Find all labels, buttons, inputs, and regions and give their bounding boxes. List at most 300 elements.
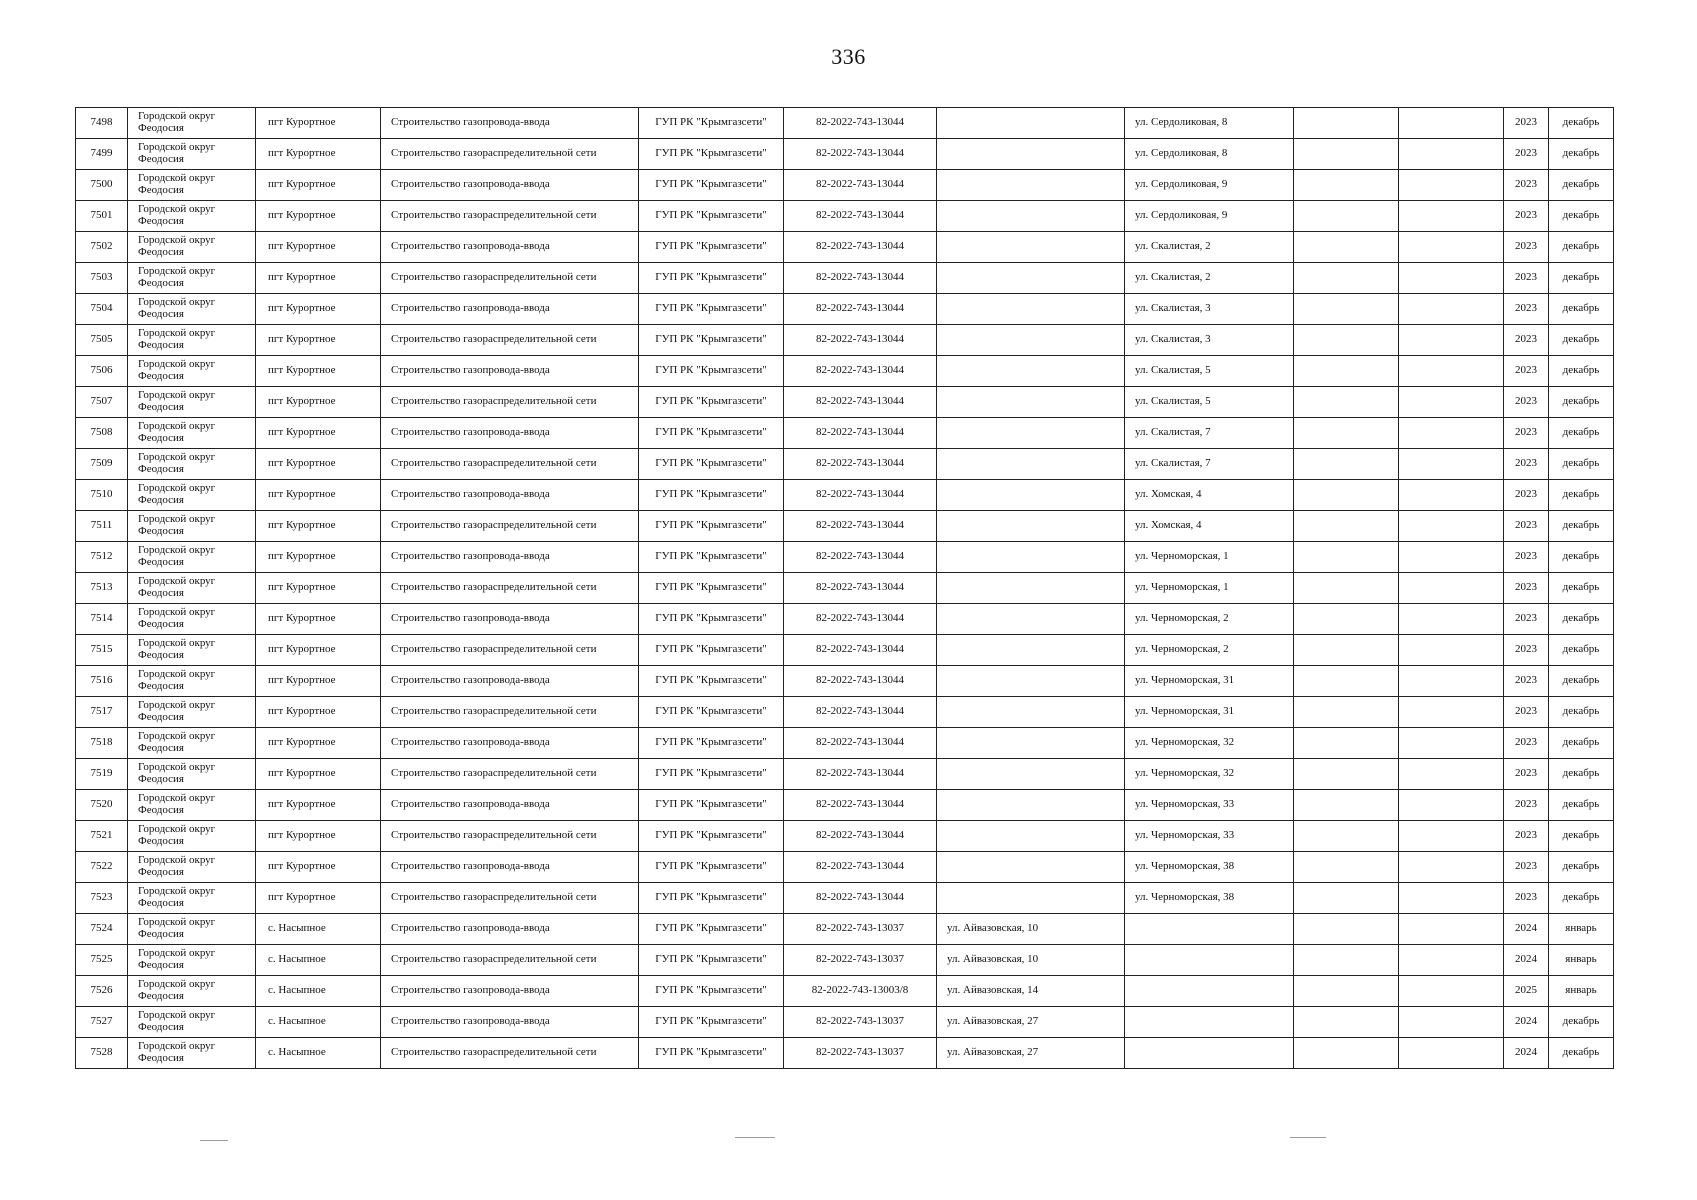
year-cell: 2023 [1504, 604, 1549, 635]
district-cell: Городской округ Феодосия [128, 821, 256, 852]
year-cell: 2023 [1504, 821, 1549, 852]
row-number-cell: 7499 [76, 139, 128, 170]
empty-cell [1294, 1038, 1399, 1069]
row-number-cell: 7510 [76, 480, 128, 511]
work-type-cell: Строительство газопровода-ввода [381, 294, 639, 325]
empty-cell [1294, 790, 1399, 821]
organization-cell: ГУП РК "Крымгазсети" [639, 697, 784, 728]
year-cell: 2023 [1504, 449, 1549, 480]
street-address-cell: ул. Скалистая, 2 [1125, 263, 1294, 294]
organization-cell: ГУП РК "Крымгазсети" [639, 294, 784, 325]
street-address-cell: ул. Черноморская, 31 [1125, 697, 1294, 728]
district-cell: Городской округ Феодосия [128, 697, 256, 728]
table-row [76, 387, 1614, 418]
month-cell: декабрь [1549, 325, 1614, 356]
empty-cell [1399, 697, 1504, 728]
street-address-cell: ул. Хомская, 4 [1125, 511, 1294, 542]
street-address-cell: ул. Черноморская, 2 [1125, 635, 1294, 666]
address-cell [937, 201, 1125, 232]
permit-number-cell: 82-2022-743-13037 [784, 945, 937, 976]
street-address-cell: ул. Скалистая, 2 [1125, 232, 1294, 263]
organization-cell: ГУП РК "Крымгазсети" [639, 759, 784, 790]
organization-cell: ГУП РК "Крымгазсети" [639, 325, 784, 356]
district-cell: Городской округ Феодосия [128, 976, 256, 1007]
year-cell: 2023 [1504, 759, 1549, 790]
year-cell: 2023 [1504, 356, 1549, 387]
permit-number-cell: 82-2022-743-13044 [784, 883, 937, 914]
table-row [76, 480, 1614, 511]
empty-cell [1294, 821, 1399, 852]
empty-cell [1294, 480, 1399, 511]
empty-cell [1294, 728, 1399, 759]
row-number-cell: 7519 [76, 759, 128, 790]
permit-number-cell: 82-2022-743-13044 [784, 480, 937, 511]
permit-number-cell: 82-2022-743-13037 [784, 1038, 937, 1069]
month-cell: декабрь [1549, 790, 1614, 821]
empty-cell [1294, 573, 1399, 604]
organization-cell: ГУП РК "Крымгазсети" [639, 573, 784, 604]
row-number-cell: 7505 [76, 325, 128, 356]
street-address-cell: ул. Скалистая, 7 [1125, 418, 1294, 449]
empty-cell [1294, 294, 1399, 325]
work-type-cell: Строительство газопровода-ввода [381, 542, 639, 573]
district-cell: Городской округ Феодосия [128, 170, 256, 201]
empty-cell [1399, 604, 1504, 635]
district-cell: Городской округ Феодосия [128, 387, 256, 418]
work-type-cell: Строительство газораспределительной сети [381, 449, 639, 480]
work-type-cell: Строительство газопровода-ввода [381, 914, 639, 945]
address-cell [937, 108, 1125, 139]
organization-cell: ГУП РК "Крымгазсети" [639, 263, 784, 294]
table-row [76, 1007, 1614, 1038]
district-cell: Городской округ Феодосия [128, 914, 256, 945]
settlement-cell: пгт Курортное [256, 666, 381, 697]
settlement-cell: пгт Курортное [256, 728, 381, 759]
table-row [76, 852, 1614, 883]
empty-cell [1294, 635, 1399, 666]
permit-number-cell: 82-2022-743-13044 [784, 294, 937, 325]
month-cell: декабрь [1549, 170, 1614, 201]
street-address-cell [1125, 945, 1294, 976]
empty-cell [1399, 821, 1504, 852]
table-row [76, 263, 1614, 294]
year-cell: 2023 [1504, 139, 1549, 170]
row-number-cell: 7511 [76, 511, 128, 542]
month-cell: декабрь [1549, 294, 1614, 325]
organization-cell: ГУП РК "Крымгазсети" [639, 728, 784, 759]
empty-cell [1399, 356, 1504, 387]
month-cell: декабрь [1549, 666, 1614, 697]
work-type-cell: Строительство газопровода-ввода [381, 1007, 639, 1038]
month-cell: январь [1549, 945, 1614, 976]
work-type-cell: Строительство газопровода-ввода [381, 418, 639, 449]
street-address-cell: ул. Хомская, 4 [1125, 480, 1294, 511]
address-cell [937, 139, 1125, 170]
year-cell: 2023 [1504, 790, 1549, 821]
month-cell: январь [1549, 914, 1614, 945]
organization-cell: ГУП РК "Крымгазсети" [639, 511, 784, 542]
settlement-cell: пгт Курортное [256, 573, 381, 604]
permit-number-cell: 82-2022-743-13044 [784, 666, 937, 697]
address-cell [937, 325, 1125, 356]
empty-cell [1294, 325, 1399, 356]
empty-cell [1294, 511, 1399, 542]
work-type-cell: Строительство газораспределительной сети [381, 1038, 639, 1069]
month-cell: январь [1549, 976, 1614, 1007]
empty-cell [1399, 728, 1504, 759]
year-cell: 2023 [1504, 108, 1549, 139]
settlement-cell: пгт Курортное [256, 294, 381, 325]
empty-cell [1399, 170, 1504, 201]
address-cell [937, 480, 1125, 511]
year-cell: 2023 [1504, 883, 1549, 914]
empty-cell [1399, 511, 1504, 542]
row-number-cell: 7512 [76, 542, 128, 573]
month-cell: декабрь [1549, 728, 1614, 759]
street-address-cell: ул. Скалистая, 5 [1125, 387, 1294, 418]
organization-cell: ГУП РК "Крымгазсети" [639, 108, 784, 139]
table-row [76, 759, 1614, 790]
street-address-cell [1125, 1007, 1294, 1038]
permit-number-cell: 82-2022-743-13044 [784, 201, 937, 232]
table-row [76, 139, 1614, 170]
district-cell: Городской округ Феодосия [128, 945, 256, 976]
settlement-cell: пгт Курортное [256, 604, 381, 635]
month-cell: декабрь [1549, 108, 1614, 139]
permit-number-cell: 82-2022-743-13044 [784, 232, 937, 263]
address-cell [937, 852, 1125, 883]
address-cell [937, 883, 1125, 914]
permit-number-cell: 82-2022-743-13044 [784, 511, 937, 542]
month-cell: декабрь [1549, 356, 1614, 387]
organization-cell: ГУП РК "Крымгазсети" [639, 914, 784, 945]
empty-cell [1294, 976, 1399, 1007]
district-cell: Городской округ Феодосия [128, 883, 256, 914]
permit-number-cell: 82-2022-743-13044 [784, 387, 937, 418]
table-row [76, 573, 1614, 604]
empty-cell [1294, 883, 1399, 914]
district-cell: Городской округ Феодосия [128, 294, 256, 325]
table-row [76, 821, 1614, 852]
month-cell: декабрь [1549, 263, 1614, 294]
organization-cell: ГУП РК "Крымгазсети" [639, 821, 784, 852]
year-cell: 2023 [1504, 232, 1549, 263]
organization-cell: ГУП РК "Крымгазсети" [639, 790, 784, 821]
work-type-cell: Строительство газораспределительной сети [381, 821, 639, 852]
row-number-cell: 7502 [76, 232, 128, 263]
row-number-cell: 7508 [76, 418, 128, 449]
table-row [76, 976, 1614, 1007]
row-number-cell: 7517 [76, 697, 128, 728]
work-type-cell: Строительство газораспределительной сети [381, 883, 639, 914]
address-cell [937, 728, 1125, 759]
street-address-cell: ул. Скалистая, 3 [1125, 325, 1294, 356]
work-type-cell: Строительство газопровода-ввода [381, 790, 639, 821]
work-type-cell: Строительство газопровода-ввода [381, 232, 639, 263]
year-cell: 2024 [1504, 1038, 1549, 1069]
permit-number-cell: 82-2022-743-13044 [784, 418, 937, 449]
street-address-cell: ул. Черноморская, 33 [1125, 790, 1294, 821]
empty-cell [1399, 573, 1504, 604]
permit-number-cell: 82-2022-743-13044 [784, 821, 937, 852]
empty-cell [1399, 139, 1504, 170]
month-cell: декабрь [1549, 480, 1614, 511]
row-number-cell: 7523 [76, 883, 128, 914]
row-number-cell: 7500 [76, 170, 128, 201]
row-number-cell: 7516 [76, 666, 128, 697]
empty-cell [1399, 232, 1504, 263]
settlement-cell: пгт Курортное [256, 759, 381, 790]
year-cell: 2023 [1504, 511, 1549, 542]
district-cell: Городской округ Феодосия [128, 790, 256, 821]
scan-artifact [200, 1140, 228, 1141]
row-number-cell: 7509 [76, 449, 128, 480]
year-cell: 2023 [1504, 697, 1549, 728]
table-row [76, 1038, 1614, 1069]
registry-table [75, 107, 1614, 1069]
month-cell: декабрь [1549, 1007, 1614, 1038]
settlement-cell: пгт Курортное [256, 449, 381, 480]
table-row [76, 945, 1614, 976]
work-type-cell: Строительство газопровода-ввода [381, 108, 639, 139]
row-number-cell: 7522 [76, 852, 128, 883]
table-row [76, 511, 1614, 542]
organization-cell: ГУП РК "Крымгазсети" [639, 139, 784, 170]
settlement-cell: пгт Курортное [256, 325, 381, 356]
scan-artifact [1290, 1137, 1326, 1138]
empty-cell [1399, 294, 1504, 325]
month-cell: декабрь [1549, 821, 1614, 852]
row-number-cell: 7498 [76, 108, 128, 139]
empty-cell [1399, 1007, 1504, 1038]
address-cell [937, 697, 1125, 728]
year-cell: 2023 [1504, 294, 1549, 325]
organization-cell: ГУП РК "Крымгазсети" [639, 945, 784, 976]
year-cell: 2023 [1504, 728, 1549, 759]
permit-number-cell: 82-2022-743-13044 [784, 604, 937, 635]
work-type-cell: Строительство газопровода-ввода [381, 480, 639, 511]
organization-cell: ГУП РК "Крымгазсети" [639, 635, 784, 666]
month-cell: декабрь [1549, 759, 1614, 790]
district-cell: Городской округ Феодосия [128, 356, 256, 387]
empty-cell [1399, 666, 1504, 697]
organization-cell: ГУП РК "Крымгазсети" [639, 604, 784, 635]
settlement-cell: пгт Курортное [256, 821, 381, 852]
row-number-cell: 7503 [76, 263, 128, 294]
settlement-cell: с. Насыпное [256, 1007, 381, 1038]
empty-cell [1399, 635, 1504, 666]
district-cell: Городской округ Феодосия [128, 604, 256, 635]
table-row [76, 449, 1614, 480]
empty-cell [1399, 914, 1504, 945]
settlement-cell: пгт Курортное [256, 170, 381, 201]
month-cell: декабрь [1549, 449, 1614, 480]
settlement-cell: пгт Курортное [256, 387, 381, 418]
address-cell [937, 790, 1125, 821]
empty-cell [1399, 263, 1504, 294]
street-address-cell: ул. Черноморская, 32 [1125, 759, 1294, 790]
district-cell: Городской округ Феодосия [128, 852, 256, 883]
empty-cell [1399, 976, 1504, 1007]
address-cell [937, 418, 1125, 449]
year-cell: 2023 [1504, 573, 1549, 604]
table-row [76, 418, 1614, 449]
district-cell: Городской округ Феодосия [128, 635, 256, 666]
empty-cell [1294, 232, 1399, 263]
empty-cell [1399, 325, 1504, 356]
year-cell: 2024 [1504, 1007, 1549, 1038]
address-cell [937, 170, 1125, 201]
organization-cell: ГУП РК "Крымгазсети" [639, 170, 784, 201]
row-number-cell: 7515 [76, 635, 128, 666]
settlement-cell: пгт Курортное [256, 201, 381, 232]
address-cell [937, 511, 1125, 542]
address-cell [937, 542, 1125, 573]
empty-cell [1399, 759, 1504, 790]
address-cell [937, 666, 1125, 697]
address-cell [937, 294, 1125, 325]
permit-number-cell: 82-2022-743-13044 [784, 170, 937, 201]
permit-number-cell: 82-2022-743-13044 [784, 635, 937, 666]
row-number-cell: 7527 [76, 1007, 128, 1038]
address-cell: ул. Айвазовская, 14 [937, 976, 1125, 1007]
row-number-cell: 7501 [76, 201, 128, 232]
address-cell [937, 387, 1125, 418]
street-address-cell: ул. Сердоликовая, 9 [1125, 201, 1294, 232]
district-cell: Городской округ Феодосия [128, 480, 256, 511]
month-cell: декабрь [1549, 883, 1614, 914]
address-cell [937, 573, 1125, 604]
organization-cell: ГУП РК "Крымгазсети" [639, 852, 784, 883]
permit-number-cell: 82-2022-743-13044 [784, 325, 937, 356]
permit-number-cell: 82-2022-743-13044 [784, 697, 937, 728]
row-number-cell: 7526 [76, 976, 128, 1007]
settlement-cell: пгт Курортное [256, 542, 381, 573]
permit-number-cell: 82-2022-743-13037 [784, 1007, 937, 1038]
empty-cell [1294, 666, 1399, 697]
street-address-cell: ул. Скалистая, 5 [1125, 356, 1294, 387]
street-address-cell: ул. Черноморская, 33 [1125, 821, 1294, 852]
empty-cell [1294, 697, 1399, 728]
work-type-cell: Строительство газораспределительной сети [381, 573, 639, 604]
street-address-cell: ул. Черноморская, 31 [1125, 666, 1294, 697]
settlement-cell: пгт Курортное [256, 139, 381, 170]
month-cell: декабрь [1549, 697, 1614, 728]
work-type-cell: Строительство газораспределительной сети [381, 139, 639, 170]
work-type-cell: Строительство газопровода-ввода [381, 356, 639, 387]
year-cell: 2023 [1504, 480, 1549, 511]
settlement-cell: с. Насыпное [256, 945, 381, 976]
table-row [76, 542, 1614, 573]
row-number-cell: 7521 [76, 821, 128, 852]
empty-cell [1399, 449, 1504, 480]
empty-cell [1399, 480, 1504, 511]
year-cell: 2023 [1504, 263, 1549, 294]
table-row [76, 914, 1614, 945]
work-type-cell: Строительство газораспределительной сети [381, 325, 639, 356]
table-body [76, 108, 1614, 1069]
settlement-cell: пгт Курортное [256, 883, 381, 914]
empty-cell [1294, 449, 1399, 480]
settlement-cell: пгт Курортное [256, 790, 381, 821]
month-cell: декабрь [1549, 573, 1614, 604]
row-number-cell: 7507 [76, 387, 128, 418]
organization-cell: ГУП РК "Крымгазсети" [639, 480, 784, 511]
row-number-cell: 7520 [76, 790, 128, 821]
address-cell [937, 759, 1125, 790]
month-cell: декабрь [1549, 542, 1614, 573]
table-row [76, 790, 1614, 821]
organization-cell: ГУП РК "Крымгазсети" [639, 1007, 784, 1038]
organization-cell: ГУП РК "Крымгазсети" [639, 666, 784, 697]
organization-cell: ГУП РК "Крымгазсети" [639, 232, 784, 263]
permit-number-cell: 82-2022-743-13044 [784, 852, 937, 883]
row-number-cell: 7525 [76, 945, 128, 976]
district-cell: Городской округ Феодосия [128, 201, 256, 232]
work-type-cell: Строительство газопровода-ввода [381, 604, 639, 635]
table-row [76, 666, 1614, 697]
permit-number-cell: 82-2022-743-13044 [784, 790, 937, 821]
district-cell: Городской округ Феодосия [128, 1038, 256, 1069]
month-cell: декабрь [1549, 232, 1614, 263]
street-address-cell: ул. Черноморская, 38 [1125, 852, 1294, 883]
year-cell: 2023 [1504, 852, 1549, 883]
empty-cell [1294, 108, 1399, 139]
address-cell [937, 263, 1125, 294]
month-cell: декабрь [1549, 635, 1614, 666]
year-cell: 2023 [1504, 542, 1549, 573]
empty-cell [1294, 139, 1399, 170]
empty-cell [1399, 883, 1504, 914]
table-row [76, 294, 1614, 325]
permit-number-cell: 82-2022-743-13044 [784, 108, 937, 139]
year-cell: 2023 [1504, 418, 1549, 449]
street-address-cell: ул. Черноморская, 1 [1125, 573, 1294, 604]
month-cell: декабрь [1549, 604, 1614, 635]
settlement-cell: пгт Курортное [256, 511, 381, 542]
empty-cell [1399, 418, 1504, 449]
settlement-cell: пгт Курортное [256, 108, 381, 139]
settlement-cell: пгт Курортное [256, 635, 381, 666]
year-cell: 2023 [1504, 170, 1549, 201]
work-type-cell: Строительство газораспределительной сети [381, 263, 639, 294]
table-row [76, 604, 1614, 635]
row-number-cell: 7524 [76, 914, 128, 945]
permit-number-cell: 82-2022-743-13044 [784, 356, 937, 387]
address-cell: ул. Айвазовская, 10 [937, 914, 1125, 945]
year-cell: 2023 [1504, 325, 1549, 356]
empty-cell [1294, 387, 1399, 418]
empty-cell [1294, 542, 1399, 573]
district-cell: Городской округ Феодосия [128, 232, 256, 263]
table-row [76, 697, 1614, 728]
work-type-cell: Строительство газораспределительной сети [381, 697, 639, 728]
empty-cell [1294, 418, 1399, 449]
month-cell: декабрь [1549, 1038, 1614, 1069]
empty-cell [1294, 1007, 1399, 1038]
table-row [76, 883, 1614, 914]
table-row [76, 325, 1614, 356]
street-address-cell: ул. Черноморская, 38 [1125, 883, 1294, 914]
empty-cell [1294, 201, 1399, 232]
organization-cell: ГУП РК "Крымгазсети" [639, 542, 784, 573]
year-cell: 2023 [1504, 666, 1549, 697]
address-cell: ул. Айвазовская, 27 [937, 1038, 1125, 1069]
row-number-cell: 7506 [76, 356, 128, 387]
work-type-cell: Строительство газораспределительной сети [381, 945, 639, 976]
empty-cell [1294, 263, 1399, 294]
scan-artifact [735, 1137, 775, 1138]
